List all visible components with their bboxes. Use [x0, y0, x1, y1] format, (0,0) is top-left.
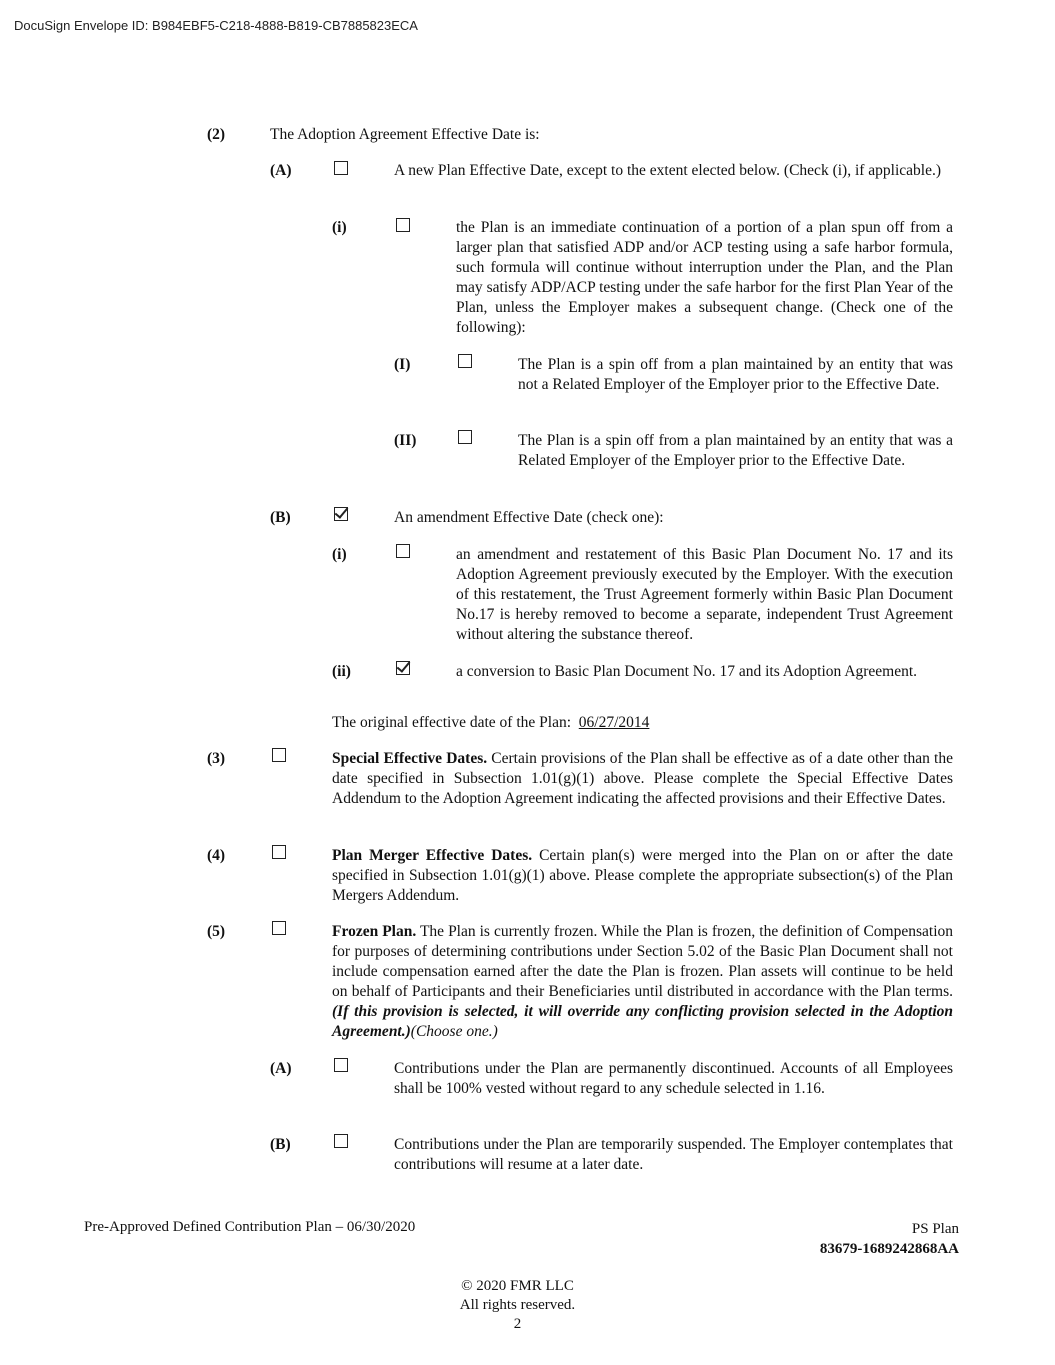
- option-5a-checkbox[interactable]: [334, 1058, 348, 1072]
- original-effective-date-label: The original effective date of the Plan:: [332, 714, 572, 731]
- option-2a-i-I-text: The Plan is a spin off from a plan maintained by an entity that was not a Related Employer of the Employer prior to the Effective Date.: [518, 356, 953, 393]
- section-5-label: (5): [207, 923, 226, 940]
- option-5a-label: (A): [270, 1060, 292, 1077]
- option-2a-checkbox[interactable]: [334, 161, 348, 175]
- section-3-body: Certain provisions of the Plan shall be effective as of a date other than the date specified in Subsection 1.01(g)(1) above. Please complete the Special Effective Dates Addendum to the Adoption Agreement indicating the affected provisions and their Effective Dates.: [332, 750, 953, 807]
- docusign-envelope-id: DocuSign Envelope ID: B984EBF5-C218-4888-B819-CB7885823ECA: [14, 18, 418, 33]
- option-5a-text: Contributions under the Plan are permanently discontinued. Accounts of all Employees shall be 100% vested without regard to any schedule selected in 1.16.: [394, 1060, 953, 1097]
- section-2-label: (2): [207, 126, 226, 143]
- section-5-choose-note: (Choose one.): [410, 1023, 498, 1040]
- section-3-checkbox[interactable]: [272, 748, 286, 762]
- section-2-text: The Adoption Agreement Effective Date is:: [270, 126, 540, 143]
- footer-plan-document: Pre-Approved Defined Contribution Plan – 06/30/2020: [84, 1219, 416, 1235]
- original-effective-date-line: [332, 713, 649, 733]
- section-5-text: [332, 922, 953, 1042]
- option-2b-i-checkbox[interactable]: [396, 544, 410, 558]
- section-4-title: Plan Merger Effective Dates.: [332, 847, 533, 864]
- option-5b-label: (B): [270, 1136, 291, 1153]
- section-4-body: Certain plan(s) were merged into the Plan on or after the date specified in Subsection 1.01(g)(1) above. Please complete the appropriate subsection(s) of the Plan Mergers Addendum.: [332, 847, 953, 904]
- section-3-label: (3): [207, 750, 226, 767]
- option-2b-text: An amendment Effective Date (check one):: [394, 509, 664, 526]
- option-5b-checkbox[interactable]: [334, 1134, 348, 1148]
- section-4-label: (4): [207, 847, 226, 864]
- original-effective-date-value: 06/27/2014: [578, 714, 650, 731]
- section-5-body: The Plan is currently frozen. While the Plan is frozen, the definition of Compensation for purposes of determining contributions under Section 5.02 of the Basic Plan Document shall not include compensation earned after the date the Plan is frozen. Plan assets will continue to be held on behalf of Participants and their Beneficiaries until distributed in accordance with the Plan terms.: [332, 923, 953, 1000]
- option-2b-ii-label: (ii): [332, 663, 351, 680]
- option-2a-text: A new Plan Effective Date, except to the extent elected below. (Check (i), if applicable.): [394, 162, 942, 179]
- section-4-checkbox[interactable]: [272, 845, 286, 859]
- option-2a-i-I-checkbox[interactable]: [458, 354, 472, 368]
- section-5-checkbox[interactable]: [272, 921, 286, 935]
- section-3-text: [332, 749, 953, 809]
- footer-copyright: © 2020 FMR LLC: [461, 1278, 574, 1294]
- option-2a-i-checkbox[interactable]: [396, 218, 410, 232]
- option-5b-text: Contributions under the Plan are temporarily suspended. The Employer contemplates that contributions will resume at a later date.: [394, 1136, 953, 1173]
- option-2a-i-I-label: (I): [394, 356, 411, 373]
- option-2b-checkbox[interactable]: [334, 507, 348, 521]
- section-3-title: Special Effective Dates.: [332, 750, 488, 767]
- option-2a-i-II-label: (II): [394, 432, 417, 449]
- footer-plan-id: 83679-1689242868AA: [819, 1241, 959, 1257]
- option-2a-label: (A): [270, 162, 292, 179]
- option-2b-i-label: (i): [332, 546, 347, 563]
- option-2a-i-label: (i): [332, 219, 347, 236]
- option-2a-i-II-checkbox[interactable]: [458, 430, 472, 444]
- option-2b-i-text: an amendment and restatement of this Basic Plan Document No. 17 and its Adoption Agreement previously executed by the Employer. With the execution of this restatement, the Trust Agreement formerly within Basic Plan Document No.17 is hereby removed to become a separate, independent Trust Agreement without altering the substance thereof.: [456, 546, 953, 643]
- page-number: 2: [513, 1316, 522, 1332]
- option-2b-label: (B): [270, 509, 291, 526]
- option-2b-ii-checkbox[interactable]: [396, 661, 410, 675]
- footer-copyright-block: [0, 1277, 1035, 1334]
- option-2a-i-II-text: The Plan is a spin off from a plan maintained by an entity that was a Related Employer of the Employer prior to the Effective Date.: [518, 432, 953, 469]
- option-2a-i-text: the Plan is an immediate continuation of a portion of a plan spun off from a larger plan that satisfied ADP and/or ACP testing using a safe harbor formula, such formula will continue without interruption under the Plan, and the Plan may satisfy ADP/ACP testing under the safe harbor for the first Plan Year of the Plan, unless the Employer makes a subsequent change. (Check one of the following):: [456, 219, 953, 336]
- section-5-override-note: (If this provision is selected, it will override any conflicting provision selected in the Adoption Agreement.): [332, 1003, 953, 1040]
- section-5-title: Frozen Plan.: [332, 923, 417, 940]
- footer-plan-info: [820, 1219, 959, 1259]
- option-2b-ii-text: a conversion to Basic Plan Document No. 17 and its Adoption Agreement.: [456, 663, 918, 680]
- footer-plan-type: PS Plan: [911, 1221, 959, 1237]
- section-4-text: [332, 846, 953, 906]
- footer-rights: All rights reserved.: [459, 1297, 576, 1313]
